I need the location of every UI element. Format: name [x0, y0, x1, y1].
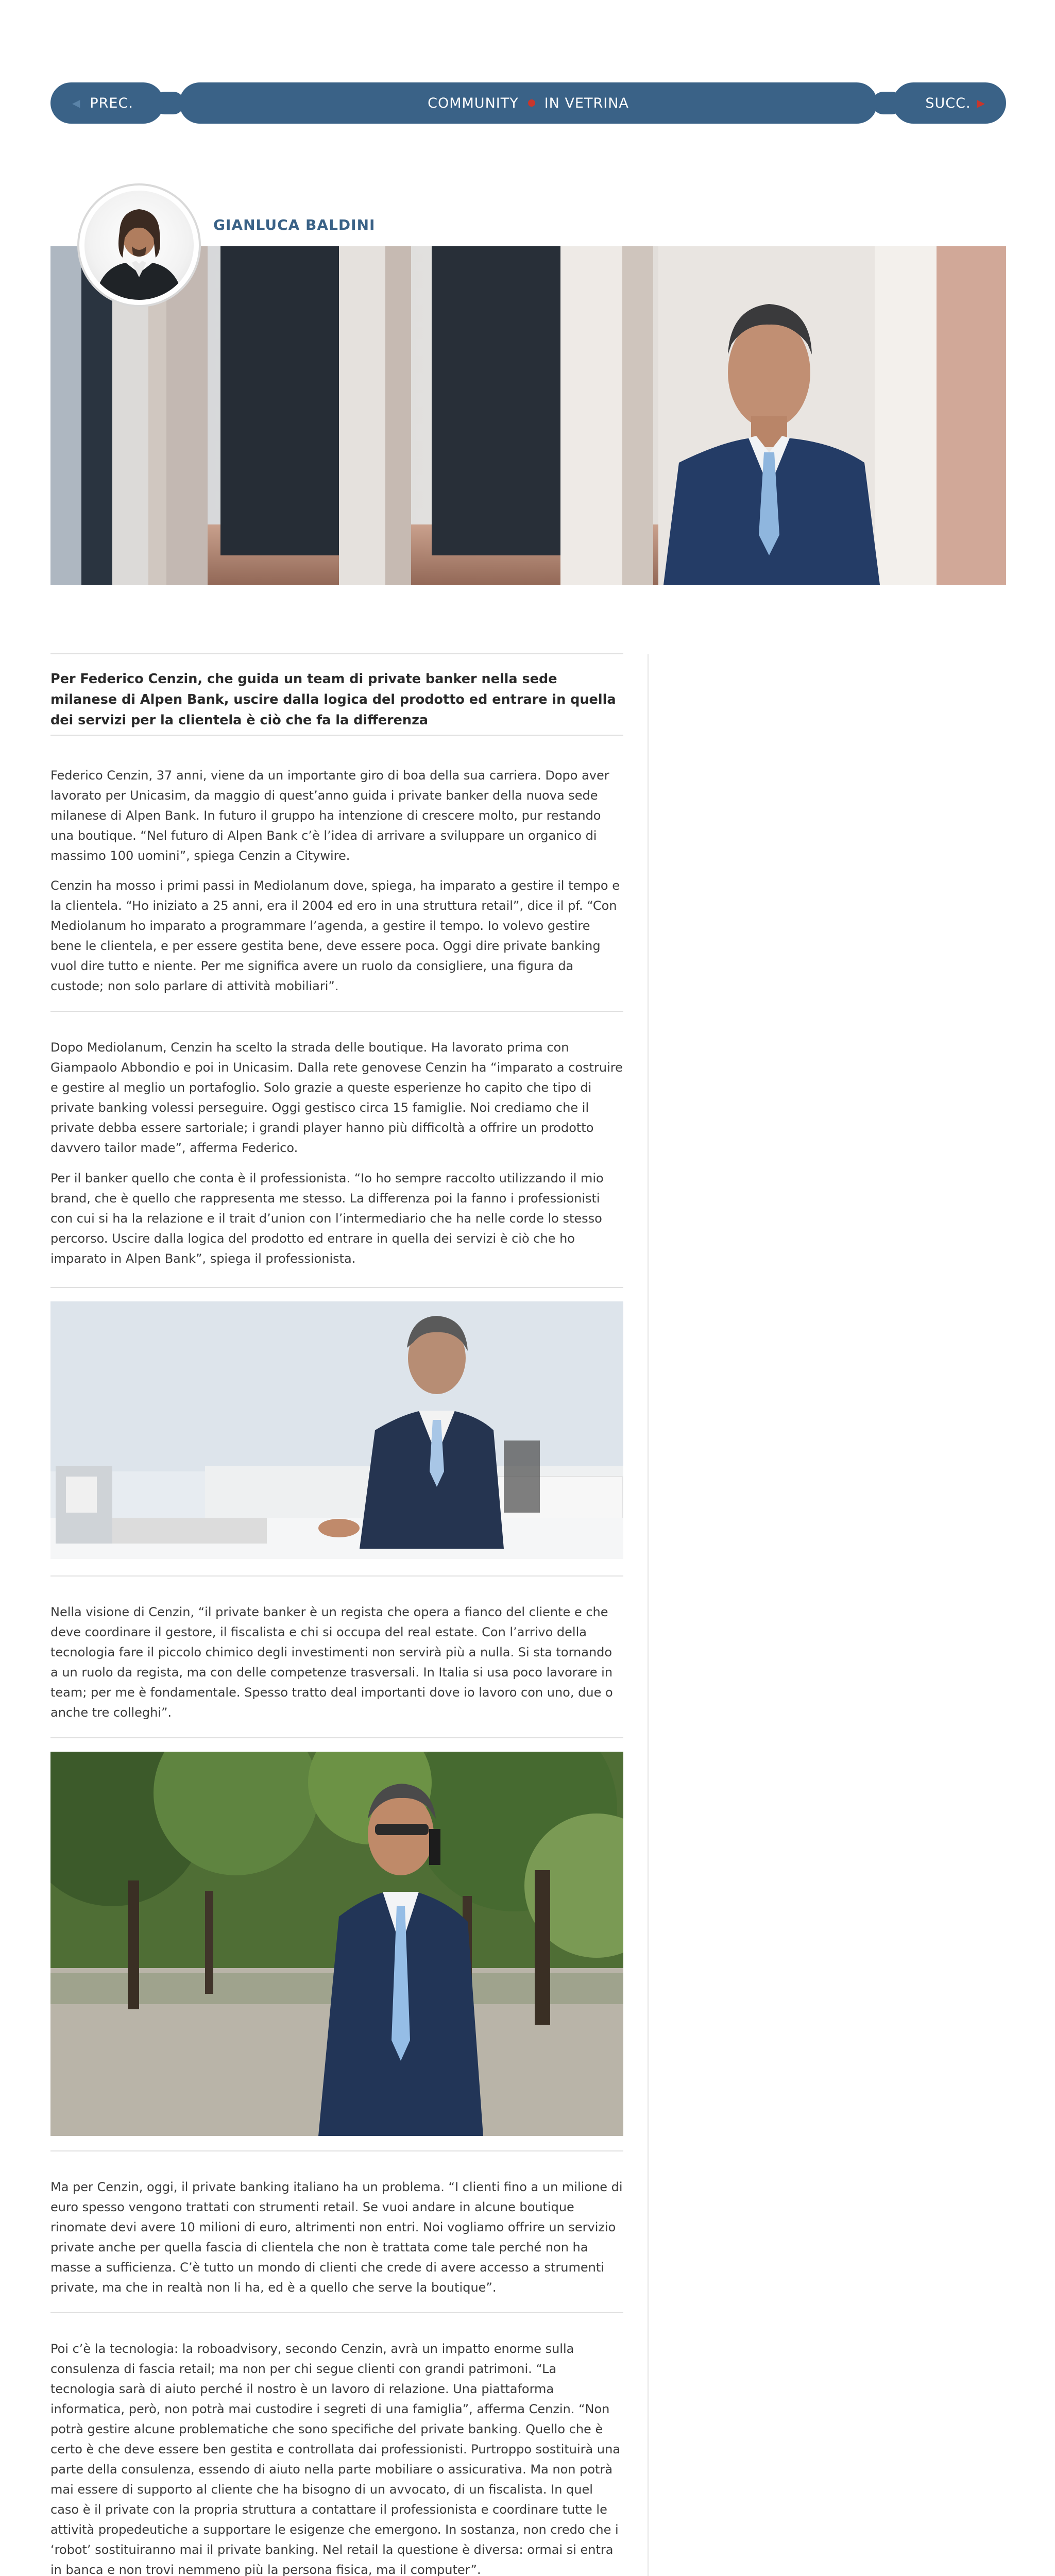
office-photo [50, 1301, 623, 1559]
prev-label: PREC. [90, 95, 133, 111]
park-photo [50, 1752, 623, 2136]
chevron-right-icon: ▶ [977, 97, 985, 109]
next-label: SUCC. [925, 95, 971, 111]
article-navigation [50, 82, 1006, 124]
author-portrait-icon [84, 191, 194, 300]
section-vetrina: IN VETRINA [544, 95, 629, 111]
section-link[interactable] [179, 82, 877, 124]
divider [50, 735, 623, 736]
chevron-left-icon: ◀ [72, 97, 81, 109]
article-paragraph: Nella visione di Cenzin, “il private banker è un regista che opera a fianco del cliente e che deve coordinare il gestore, il fiscalista e chi si occupa del real estate. Con l’arrivo della tecnologia fare il piccolo chimico degli investimenti non servirà più a nulla. Si sta tornando a un ruolo da regista, ma con delle competenze trasversali. In Italia si usa poco lavorare in team; per me è fondamentale. Spesso tratto deal importanti dove io lavoro con uno, due o anche tre colleghi”. [50, 1605, 613, 1720]
divider [50, 2150, 623, 2151]
divider [50, 1287, 623, 1288]
article-paragraph: Federico Cenzin, 37 anni, viene da un importante giro di boa della sua carriera. Dopo aver lavorato per Unicasim, da maggio di quest’anno guida i private banker della nuova sede milanese di Alpen Bank. In futuro il gruppo ha intenzione di crescere molto, pur restando una boutique. “Nel futuro di Alpen Bank c’è l’idea di arrivare a sviluppare un organico di massimo 100 uomini”, spiega Cenzin a Citywire. [50, 768, 609, 863]
author-avatar[interactable] [77, 183, 201, 307]
article-paragraph: Ma per Cenzin, oggi, il private banking italiano ha un problema. “I clienti fino a un milione di euro spesso vengono trattati con strumenti retail. Se vuoi andare in alcune boutique rinomate devi avere 10 milioni di euro, altrimenti non entri. Noi vogliamo offrire un servizio private anche per quella fascia di clientela che non è trattata come tale perché non ha masse a sufficienza. C’è tutto un mondo di clienti che crede di avere accesso a strumenti private, ma che in realtà non li ha, ed è a quello che serve la boutique”. [50, 2180, 623, 2295]
prev-button[interactable] [50, 82, 164, 124]
column-divider [648, 654, 649, 2576]
hero-photo [50, 246, 1006, 585]
article-paragraph: Dopo Mediolanum, Cenzin ha scelto la strada delle boutique. Ha lavorato prima con Giampaolo Abbondio e poi in Unicasim. Dalla rete genovese Cenzin ha “imparato a costruire e gestire al meglio un portafoglio. Solo grazie a queste esperienze ho capito che tipo di private banking volessi perseguire. Oggi gestisco circa 15 famiglie. Noi crediamo che il private debba essere sartoriale; i grandi player hanno più difficoltà a offrire un prodotto davvero tailor made”, afferma Federico. [50, 1040, 623, 1155]
divider [50, 1575, 623, 1577]
divider [50, 653, 623, 654]
divider [50, 2312, 623, 2313]
article-paragraph: Per il banker quello che conta è il professionista. “Io ho sempre raccolto utilizzando il mio brand, che è quello che rappresenta me stesso. La differenza poi la fanno i professionisti con cui si ha la relazione e il trait d’union con l’intermediario che ha nelle corde lo stesso percorso. Uscire dalla logica del prodotto ed entrare in quella dei servizi è ciò che ho imparato in Alpen Bank”, spiega il professionista. [50, 1171, 604, 1266]
author-name[interactable]: GIANLUCA BALDINI [213, 216, 376, 233]
next-button[interactable] [893, 82, 1006, 124]
article-lead: Per Federico Cenzin, che guida un team di private banker nella sede milanese di Alpen Bank, uscire dalla logica del prodotto ed entrare in quella dei servizi per la clientela è ciò che fa la differenza [50, 671, 616, 728]
article-paragraph: Cenzin ha mosso i primi passi in Mediolanum dove, spiega, ha imparato a gestire il tempo e la clientela. “Ho iniziato a 25 anni, era il 2004 ed ero in una struttura retail”, dice il pf. “Con Mediolanum ho imparato a programmare l’agenda, a gestire il tempo. Io volevo gestire bene le clientela, e per essere gestita bene, deve essere poca. Oggi dire private banking vuol dire tutto e niente. Per me significa avere un ruolo da consigliere, una figura da custode; non solo parlare di attività mobiliari”. [50, 878, 620, 993]
section-community: COMMUNITY [428, 95, 519, 111]
article-paragraph: Poi c’è la tecnologia: la roboadvisory, secondo Cenzin, avrà un impatto enorme sulla consulenza di fascia retail; ma non per chi segue clienti con grandi patrimoni. “La tecnologia sarà di aiuto perché il nostro è un lavoro di relazione. Una piattaforma informatica, però, non potrà mai custodire i segreti di una famiglia”, afferma Cenzin. “Non potrà gestire alcune problematiche che sono specifiche del private banking. Quello che è certo è che deve essere ben gestita e controllata dai professionisti. Purtroppo sostituirà una parte della consulenza, essendo di aiuto nella parte mobiliare o assicurativa. Ma non potrà mai essere di supporto al cliente che ha bisogno di un avvocato, di un fiscalista. In quel caso è il private con la propria struttura a contattare il professionista e coordinare tutte le attività propedeutiche a supportare le esigenze che emergono. In sostanza, non credo che i ‘robot’ sostituiranno mai il private banking. Nel retail la questione è diversa: ormai si entra in banca e non trovi nemmeno più la persona fisica, ma il computer”. [50, 2342, 621, 2576]
separator-dot-icon [528, 99, 535, 107]
divider [50, 1737, 623, 1738]
divider [50, 1011, 623, 1012]
